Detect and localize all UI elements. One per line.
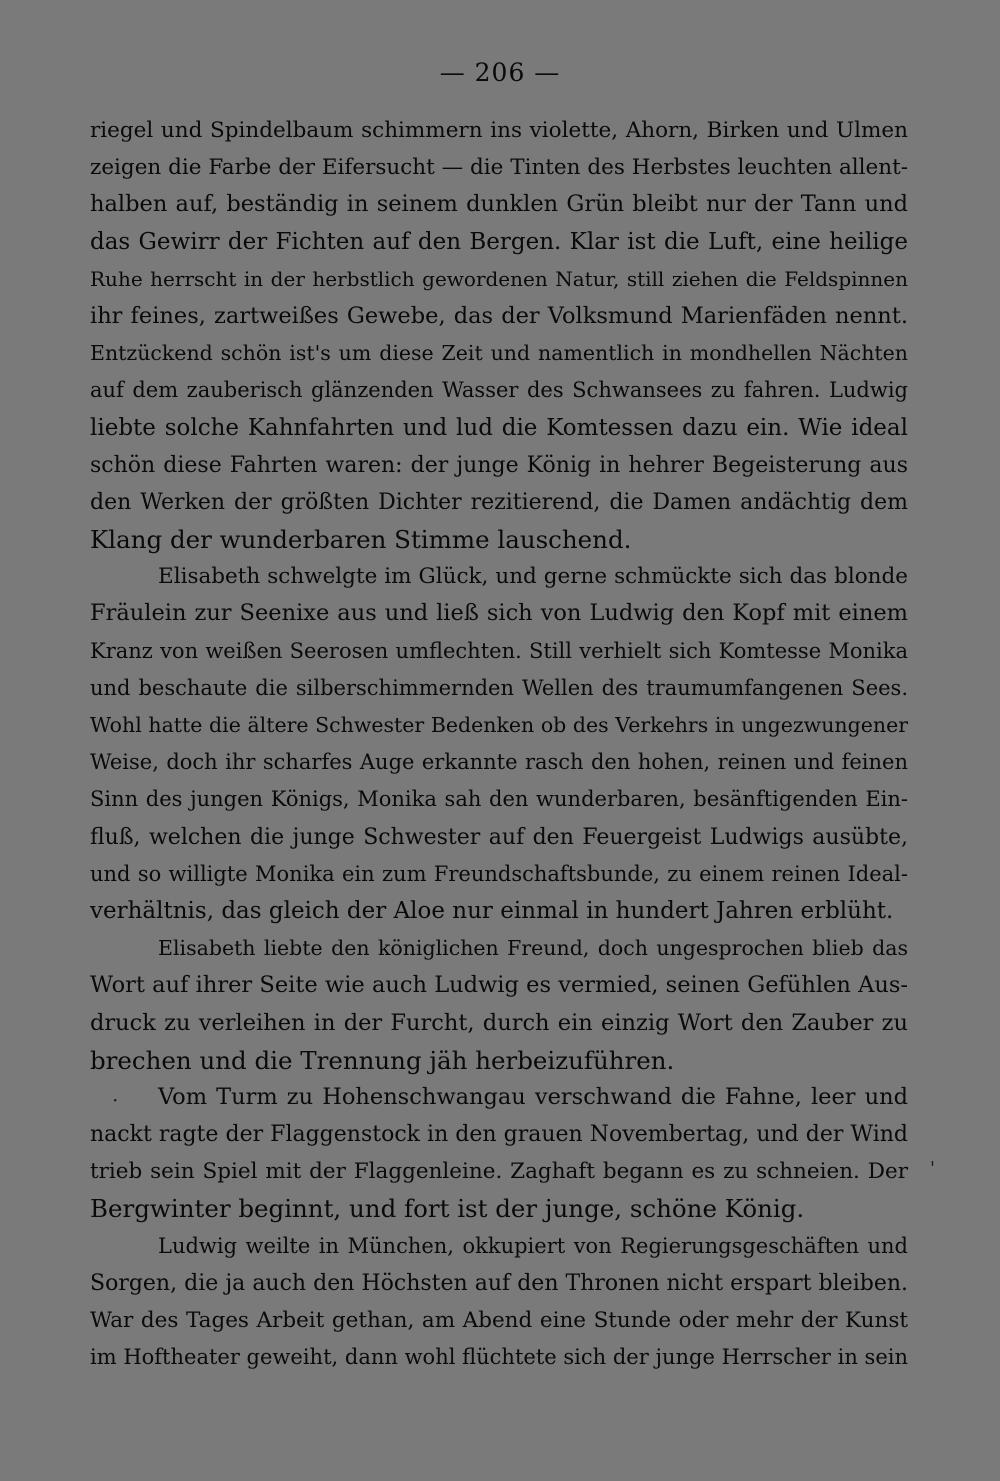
text-line: liebte solche Kahnfahrten und lud die Komtessen dazu ein. Wie ideal <box>90 414 908 441</box>
text-line: War des Tages Arbeit gethan, am Abend eine Stunde oder mehr der Kunst <box>90 1308 908 1333</box>
text-line: und beschaute die silberschimmernden Wellen des traumumfangenen Sees. <box>90 675 908 700</box>
text-line: Sorgen, die ja auch den Höchsten auf den Thronen nicht erspart bleiben. <box>90 1270 908 1296</box>
text-line: halben auf, beständig in seinem dunklen Grün bleibt nur der Tann und <box>90 191 908 218</box>
text-line: Elisabeth liebte den königlichen Freund, doch ungesprochen blieb das <box>158 936 908 961</box>
text-line: den Werken der größten Dichter rezitierend, die Damen andächtig dem <box>90 489 908 515</box>
text-line: Vom Turm zu Hohenschwangau verschwand die Fahne, leer und <box>158 1083 908 1110</box>
text-line: trieb sein Spiel mit der Flaggenleine. Zaghaft begann es zu schneien. Der <box>90 1159 908 1185</box>
text-line: schön diese Fahrten waren: der junge König in hehrer Begeisterung aus <box>90 452 908 478</box>
text-line: auf dem zauberisch glänzenden Wasser des Schwansees zu fahren. Ludwig <box>90 378 908 403</box>
margin-dot-mark: · <box>112 1088 119 1112</box>
text-line: Entzückend schön ist's um diese Zeit und namentlich in mondhellen Nächten <box>90 341 908 366</box>
text-line: Sinn des jungen Königs, Monika sah den wunderbaren, besänftigenden Ein- <box>90 787 908 812</box>
text-line: Bergwinter beginnt, und fort ist der junge, schöne König. <box>90 1194 805 1224</box>
text-line: im Hoftheater geweiht, dann wohl flüchtete sich der junge Herrscher in sein <box>90 1345 908 1370</box>
text-line: Ruhe herrscht in der herbstlich gewordenen Natur, still ziehen die Feldspinnen <box>90 266 908 291</box>
text-line: Klang der wunderbaren Stimme lauschend. <box>90 525 632 555</box>
text-line: brechen und die Trennung jäh herbeizuführen. <box>90 1045 675 1075</box>
text-line: nackt ragte der Flaggenstock in den grauen Novembertag, und der Wind <box>90 1122 908 1148</box>
margin-tick-mark: ' <box>930 1158 935 1179</box>
text-line: druck zu verleihen in der Furcht, durch ein einzig Wort den Zauber zu <box>90 1009 908 1036</box>
text-line: Fräulein zur Seenixe aus und ließ sich von Ludwig den Kopf mit einem <box>90 600 908 627</box>
text-line: Kranz von weißen Seerosen umflechten. Still verhielt sich Komtesse Monika <box>90 638 908 663</box>
text-line: und so willigte Monika ein zum Freundschaftsbunde, zu einem reinen Ideal- <box>90 861 908 886</box>
text-line: zeigen die Farbe der Eifersucht — die Tinten des Herbstes leuchten allent- <box>90 155 908 181</box>
text-line: Ludwig weilte in München, okkupiert von Regierungsgeschäften und <box>158 1233 908 1258</box>
text-line: riegel und Spindelbaum schimmern ins violette, Ahorn, Birken und Ulmen <box>90 118 908 143</box>
page-number: — 206 — <box>439 58 561 87</box>
text-line: das Gewirr der Fichten auf den Bergen. Klar ist die Luft, eine heilige <box>90 228 908 255</box>
text-line: Elisabeth schwelgte im Glück, und gerne schmückte sich das blonde <box>158 564 908 590</box>
text-line: Wort auf ihrer Seite wie auch Ludwig es vermied, seinen Gefühlen Aus- <box>90 972 908 999</box>
text-line: fluß, welchen die junge Schwester auf den Feuergeist Ludwigs ausübte, <box>90 824 908 850</box>
text-line: verhältnis, das gleich der Aloe nur einmal in hundert Jahren erblüht. <box>90 897 894 924</box>
text-line: Weise, doch ihr scharfes Auge erkannte rasch den hohen, reinen und feinen <box>90 750 908 775</box>
text-line: ihr feines, zartweißes Gewebe, das der Volksmund Marienfäden nennt. <box>90 302 908 329</box>
text-line: Wohl hatte die ältere Schwester Bedenken ob des Verkehrs in ungezwungener <box>90 713 908 737</box>
body-text <box>90 112 908 1376</box>
